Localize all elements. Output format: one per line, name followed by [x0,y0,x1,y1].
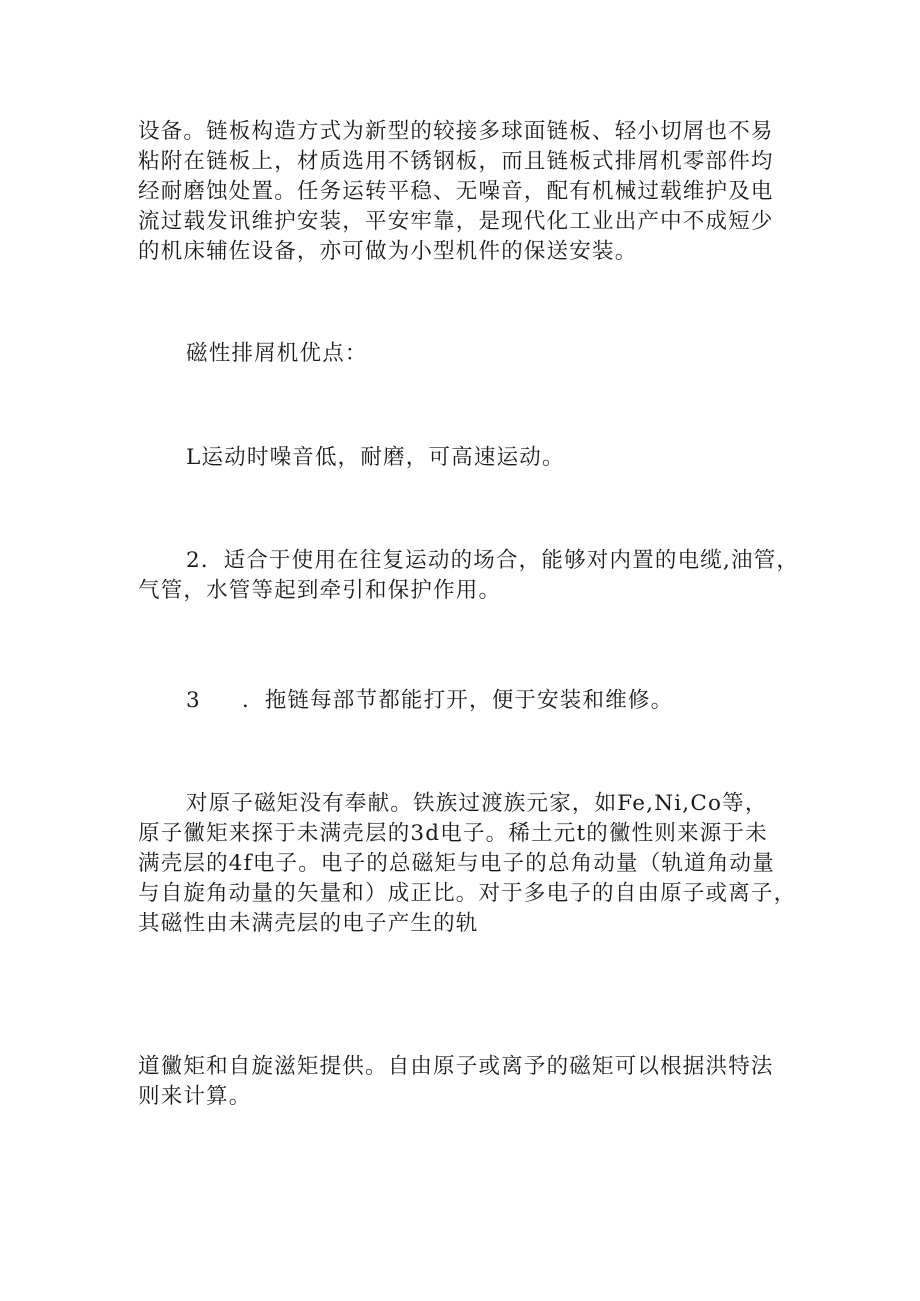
magnetism-paragraph [138,789,802,939]
advantages-heading [138,339,802,369]
paragraph-line: 道黴矩和自旋滋矩提供。自由原子或离予的磁矩可以根据洪特法 [138,1054,774,1079]
paragraph-line: 对原子磁矩没有奉献。铁族过渡族元家，如Fe,Ni,Co等， [186,791,768,816]
list-item-1 [138,443,802,473]
paragraph-line: 满壳层的4f电子。电子的总磁矩与电子的总角动量（轨道角动量 [138,851,775,876]
heading-text: 磁性排屑机优点： [186,341,368,366]
list-item-text: 2．适合于使用在往复运动的场合，能够对内置的电缆,油管， [186,548,800,573]
paragraph-line: 其磁性由未满壳层的电子产生的轨 [138,911,479,936]
list-item-text: ．拖链每部节都能打开，便于安装和维修。 [242,688,674,713]
list-item-number: 3 [186,688,201,713]
paragraph-line: 经耐磨蚀处置。任务运转平稳、无噪音，配有机械过载维护及电 [138,179,774,204]
list-item-text: 气管，水管等起到牵引和保护作用。 [138,578,502,603]
list-item-text: L运动时噪音低，耐磨，可高速运动。 [186,445,565,470]
list-item-line [138,686,802,716]
paragraph-line: 原子黴矩来探于未满壳层的3d电子。稀土元t的黴性则来源于未 [138,821,768,846]
paragraph-line: 设备。链板构造方式为新型的较接多球面链板、轻小切屑也不易 [138,119,774,144]
list-item-3 [138,686,802,716]
list-item-2 [138,546,802,606]
intro-paragraph [138,117,802,267]
paragraph-line: 则来计算。 [138,1084,252,1109]
paragraph-line: 粘附在链板上，材质选用不锈钢板，而且链板式排屑机零部件均 [138,149,774,174]
paragraph-line: 的机床辅佐设备，亦可做为小型机件的保送安装。 [138,239,638,264]
paragraph-line: 流过载发讯维护安装，平安牢靠，是现代化工业出产中不成短少 [138,209,774,234]
closing-paragraph [138,1052,802,1112]
paragraph-line: 与自旋角动量的矢量和）成正比。对于多电子的自由原子或离子， [138,881,797,906]
